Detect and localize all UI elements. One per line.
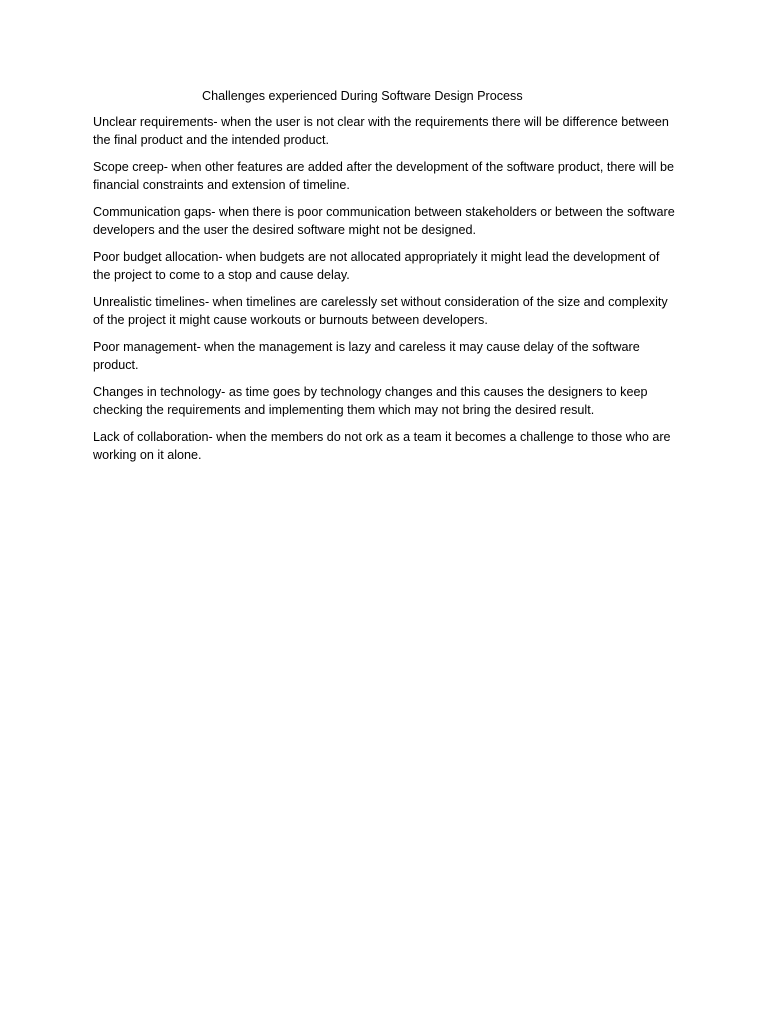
paragraph-poor-management: Poor management- when the management is lazy and careless it may cause delay of the software product. (93, 340, 640, 372)
paragraph-unrealistic-timelines: Unrealistic timelines- when timelines are carelessly set without consideration of the size and complexity of the project it might cause workouts or burnouts between developers. (93, 295, 668, 327)
paragraph-communication-gaps: Communication gaps- when there is poor communication between stakeholders or between the software developers and the user the desired software might not be designed. (93, 205, 675, 237)
paragraph-changes-in-technology: Changes in technology- as time goes by technology changes and this causes the designers to keep checking the requirements and implementing them which may not bring the desired result. (93, 385, 648, 417)
paragraph-poor-budget-allocation: Poor budget allocation- when budgets are not allocated appropriately it might lead the development of the project to come to a stop and cause delay. (93, 250, 660, 282)
document-title: Challenges experienced During Software Design Process (202, 89, 523, 103)
paragraph-lack-of-collaboration: Lack of collaboration- when the members do not ork as a team it becomes a challenge to those who are working on it alone. (93, 430, 671, 462)
document-body (93, 113, 675, 473)
paragraph-unclear-requirements: Unclear requirements- when the user is not clear with the requirements there will be difference between the final product and the intended product. (93, 115, 669, 147)
paragraph-scope-creep: Scope creep- when other features are added after the development of the software product, there will be financial constraints and extension of timeline. (93, 160, 675, 192)
